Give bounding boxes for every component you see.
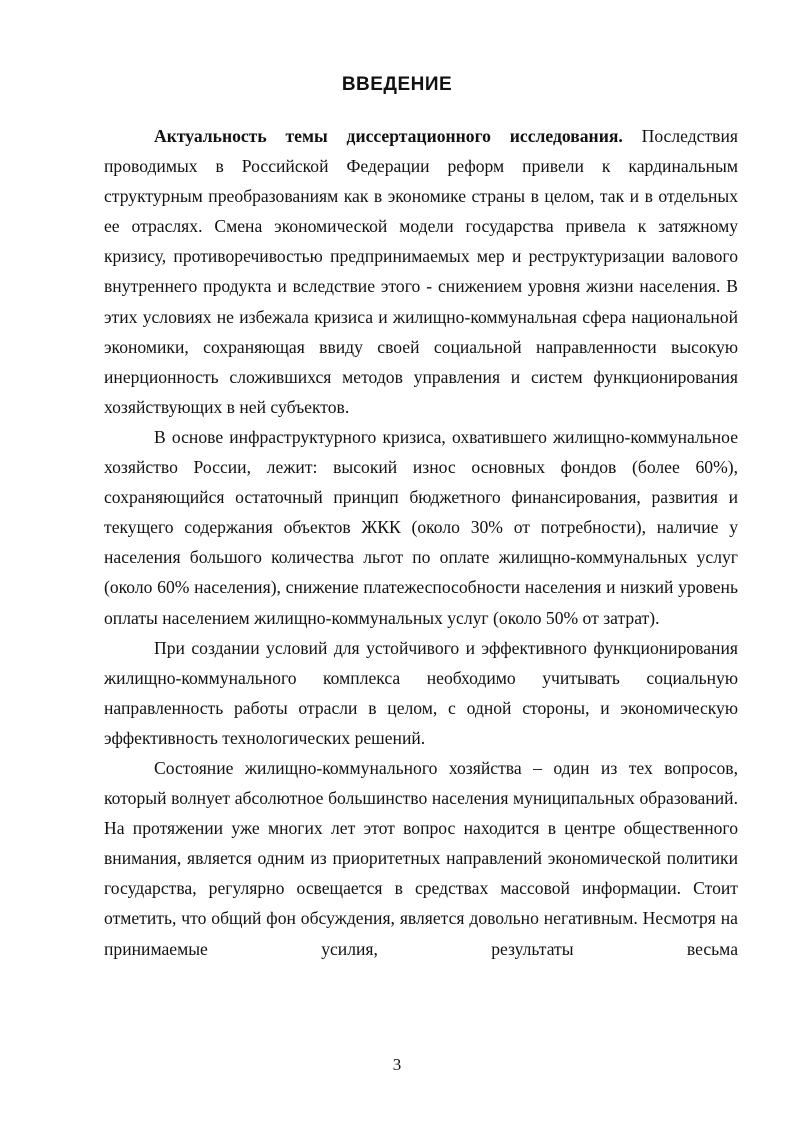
body-text — [104, 121, 738, 964]
page-number: 3 — [392, 1055, 402, 1074]
paragraph-3 — [104, 633, 738, 753]
paragraph-lead: Актуальность темы диссертационного исследования. — [154, 126, 623, 146]
paragraph-text: При создании условий для устойчивого и эффективного функционирования жилищно-коммунального комплекса необходимо учитывать социальную направленность работы отрасли в целом, с одной стороны, и экономическую эффективность технологических решений. — [104, 637, 738, 748]
paragraph-2 — [104, 422, 738, 633]
paragraph-text: Состояние жилищно-коммунального хозяйства – один из тех вопросов, который волнует абсолютное большинство населения муниципальных образований. На протяжении уже многих лет этот вопрос находится в центре общественного внимания, является одним из приоритетных направлений экономической политики государства, регулярно освещается в средствах массовой информации. Стоит отметить, что общий фон обсуждения, является довольно негативным. Несмотря на принимаемые усилия, результаты весьма — [104, 757, 738, 959]
section-heading: ВВЕДЕНИЕ — [341, 74, 453, 95]
paragraph-4 — [104, 753, 738, 964]
paragraph-text: В основе инфраструктурного кризиса, охватившего жилищно-коммунальное хозяйство России, лежит: высокий износ основных фондов (более 60%), сохраняющийся остаточный принцип бюджетного финансирования, развития и текущего содержания объектов ЖКК (около 30% от потребности), наличие у населения большого количества льгот по оплате жилищно-коммунальных услуг (около 60% населения), снижение платежеспособности населения и низкий уровень оплаты населением жилищно-коммунальных услуг (около 50% от затрат). — [104, 426, 738, 628]
paragraph-1 — [104, 121, 738, 422]
paragraph-text: Последствия проводимых в Российской Федерации реформ привели к кардинальным структурным преобразованиям как в экономике страны в целом, так и в отдельных ее отраслях. Смена экономической модели государства привела к затяжному кризису, противоречивостью предпринимаемых мер и реструктуризации валового внутреннего продукта и вследствие этого - снижением уровня жизни населения. В этих условиях не избежала кризиса и жилищно-коммунальная сфера национальной экономики, сохраняющая ввиду своей социальной направленности высокую инерционность сложившихся методов управления и систем функционирования хозяйствующих в ней субъектов. — [104, 126, 738, 417]
